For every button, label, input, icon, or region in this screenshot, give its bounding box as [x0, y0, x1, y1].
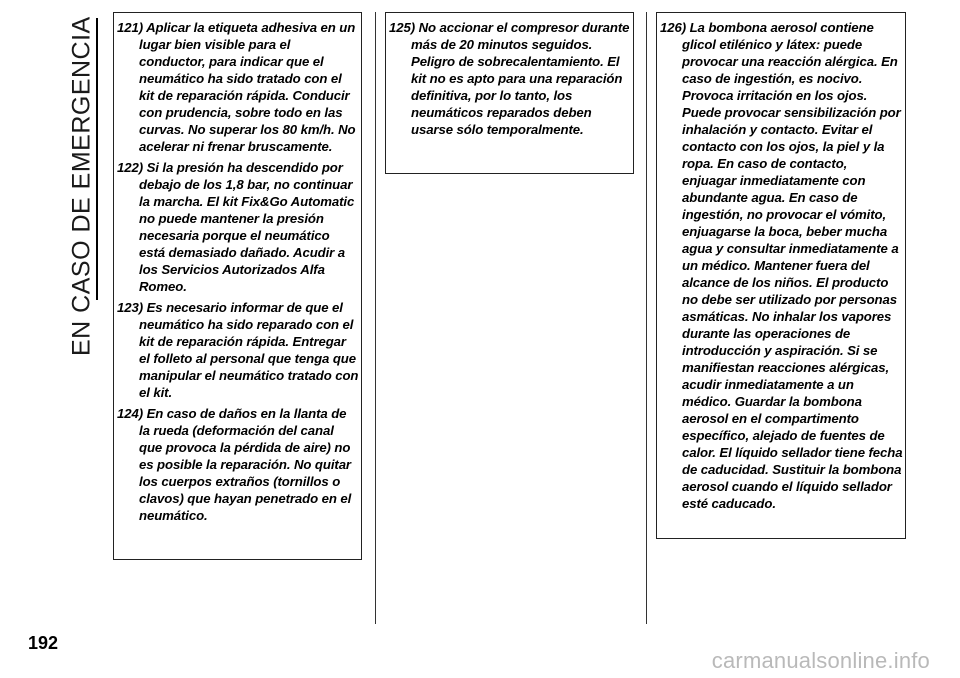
- note-number: 126): [660, 20, 686, 35]
- warning-note: [389, 19, 631, 138]
- note-number: 125): [389, 20, 415, 35]
- note-text: La bombona aerosol contiene glicol etilénico y látex: puede provocar una reacción alérgica. En caso de ingestión, es nocivo. Provoca irritación en los ojos. Puede provocar sensibilización por inhalación y contacto. Evitar el contacto con los ojos, la piel y la ropa. En caso de contacto, enjuagar inmediatamente con abundante agua. En caso de ingestión, no provocar el vómito, enjuagarse la boca, beber mucha agua y consultar inmediatamente a un médico. Mantener fuera del alcance de los niños. El producto no debe ser utilizado por personas asmáticas. No inhalar los vapores durante las operaciones de introducción y aspiración. Si se manifiestan reacciones alérgicas, acudir inmediatamente a un médico. Guardar la bombona aerosol en el compartimento específico, alejado de fuentes de calor. El líquido sellador tiene fecha de caducidad. Sustituir la bombona aerosol cuando el líquido sellador esté caducado.: [682, 20, 903, 511]
- note-text: No accionar el compresor durante más de 20 minutos seguidos. Peligro de sobrecalentamiento. El kit no es apto para una reparación definitiva, por lo tanto, los neumáticos reparados deben usarse sólo temporalmente.: [411, 20, 630, 137]
- column-divider-1: [375, 12, 376, 624]
- warning-box-3: [656, 12, 906, 539]
- note-text: Aplicar la etiqueta adhesiva en un lugar bien visible para el conductor, para indicar que el neumático ha sido tratado con el kit de reparación rápida. Conducir con prudencia, sobre todo en las curvas. No superar los 80 km/h. No acelerar ni frenar bruscamente.: [139, 20, 356, 154]
- warning-box-2: [385, 12, 634, 174]
- note-text: En caso de daños en la llanta de la rueda (deformación del canal que provoca la pérdida de aire) no es posible la reparación. No quitar los cuerpos extraños (tornillos o clavos) que hayan penetrado en el neumático.: [139, 406, 352, 523]
- warning-note: [117, 159, 359, 295]
- section-title-rule: [96, 18, 98, 300]
- note-number: 123): [117, 300, 143, 315]
- page-number: 192: [28, 633, 59, 653]
- warning-note: [117, 405, 359, 524]
- note-number: 124): [117, 406, 143, 421]
- note-text: Si la presión ha descendido por debajo de los 1,8 bar, no continuar la marcha. El kit Fix&Go Automatic no puede mantener la presión necesaria porque el neumático está demasiado dañado. Acudir a los Servicios Autorizados Alfa Romeo.: [139, 160, 355, 294]
- section-title: EN CASO DE EMERGENCIA: [67, 16, 96, 356]
- note-text: Es necesario informar de que el neumático ha sido reparado con el kit de reparación rápida. Entregar el folleto al personal que tenga que manipular el neumático tratado con el kit.: [139, 300, 359, 400]
- watermark-text: carmanualsonline.info: [711, 648, 930, 673]
- column-divider-2: [646, 12, 647, 624]
- warning-note: [660, 19, 903, 512]
- warning-note: [117, 299, 359, 401]
- note-number: 122): [117, 160, 143, 175]
- warning-note: [117, 19, 359, 155]
- note-number: 121): [117, 20, 143, 35]
- warning-box-1: [113, 12, 362, 560]
